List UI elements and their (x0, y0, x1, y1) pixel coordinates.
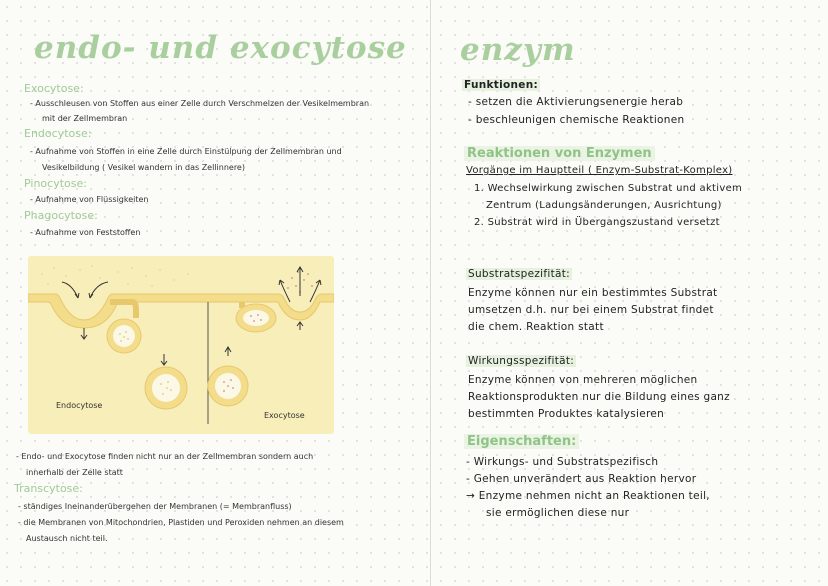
transcytose-line-3: Austausch nicht teil. (26, 534, 108, 543)
note-line-2: innerhalb der Zelle statt (26, 468, 123, 477)
transcytose-line-1: - ständiges Ineinanderübergehen der Membranen (= Membranfluss) (18, 502, 292, 511)
transcytose-heading: Transcytose: (14, 482, 83, 495)
endocytose-line-2: Vesikelbildung ( Vesikel wandern in das Zellinnere) (42, 163, 245, 172)
right-page-title: enzym (460, 32, 576, 68)
substrat-line-1: Enzyme können nur ein bestimmtes Substrat (468, 287, 718, 299)
substrat-line-2: umsetzen d.h. nur bei einem Substrat findet (468, 304, 714, 316)
wirkung-line-3: bestimmten Produktes katalysieren (468, 408, 665, 420)
step-1-line-a: 1. Wechselwirkung zwischen Substrat und aktivem (474, 183, 743, 194)
wirkung-line-2: Reaktionsprodukten nur die Bildung eines ganz (468, 391, 730, 403)
wirkung-heading: Wirkungsspezifität: (468, 355, 575, 367)
eigenschaften-item-2: - Gehen unverändert aus Reaktion hervor (466, 473, 697, 485)
eigenschaften-heading: Eigenschaften: (464, 434, 579, 449)
vorgaenge-line: Vorgänge im Hauptteil ( Enzym-Substrat-Komplex) (466, 165, 733, 176)
endocytose-line-1: - Aufnahme von Stoffen in eine Zelle durch Einstülpung der Zellmembran und (30, 147, 342, 156)
substrat-line-3: die chem. Reaktion statt (468, 321, 604, 333)
eigenschaften-item-4: sie ermöglichen diese nur (486, 507, 630, 519)
wirkung-line-1: Enzyme können von mehreren möglichen (468, 374, 698, 386)
phagocytose-line: - Aufnahme von Feststoffen (30, 228, 141, 237)
exocytose-line-1: - Ausschleusen von Stoffen aus einer Zelle durch Verschmelzen der Vesikelmembran (30, 99, 370, 108)
funktionen-item-2: - beschleunigen chemische Reaktionen (468, 114, 685, 126)
step-2-line: 2. Substrat wird in Übergangszustand versetzt (474, 217, 720, 228)
step-1-line-b: Zentrum (Ladungsänderungen, Ausrichtung) (486, 200, 722, 211)
eigenschaften-item-3: → Enzyme nehmen nicht an Reaktionen teil, (466, 490, 710, 502)
funktionen-heading: Funktionen: (464, 79, 538, 91)
funktionen-item-1: - setzen die Aktivierungsenergie herab (468, 96, 684, 108)
diagram-label-endocytose: Endocytose (56, 401, 103, 410)
substrat-heading: Substratspezifität: (468, 268, 570, 280)
phagocytose-heading: Phagocytose: (24, 209, 98, 222)
page-divider (430, 0, 431, 586)
note-line-1: - Endo- und Exocytose finden nicht nur an der Zellmembran sondern auch (16, 452, 314, 461)
eigenschaften-item-1: - Wirkungs- und Substratspezifisch (466, 456, 659, 468)
cytosis-diagram (28, 256, 334, 434)
left-page-title: endo- und exocytose (34, 30, 407, 66)
pinocytose-line: - Aufnahme von Flüssigkeiten (30, 195, 149, 204)
transcytose-line-2: - die Membranen von Mitochondrien, Plastiden und Peroxiden nehmen an diesem (18, 518, 344, 527)
diagram-label-exocytose: Exocytose (264, 411, 305, 420)
reaktionen-heading: Reaktionen von Enzymen (464, 146, 655, 161)
exocytose-line-2: mit der Zellmembran (42, 114, 128, 123)
exocytose-heading: Exocytose: (24, 82, 84, 95)
pinocytose-heading: Pinocytose: (24, 177, 87, 190)
endocytose-heading: Endocytose: (24, 127, 92, 140)
